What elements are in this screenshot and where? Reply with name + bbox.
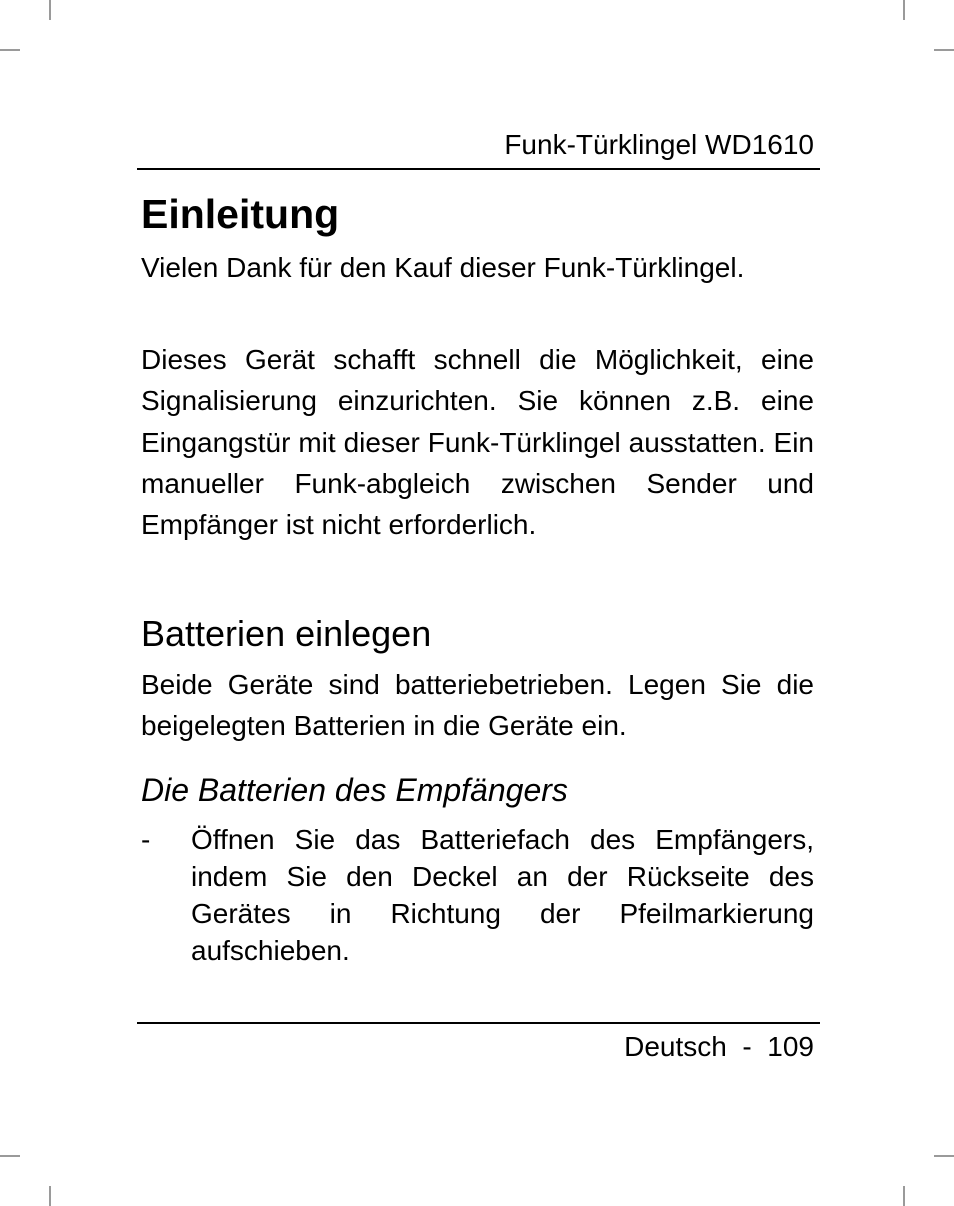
crop-mark-right-top xyxy=(934,49,954,51)
crop-mark-bottom-left xyxy=(49,1186,51,1206)
list-item xyxy=(141,821,814,969)
subsubsection-title: Die Batterien des Empfängers xyxy=(141,772,568,808)
crop-mark-top-left xyxy=(49,0,51,20)
battery-paragraph: Beide Geräte sind batteriebetrieben. Legen Sie die beigelegten Batterien in die Geräte ein. xyxy=(141,669,814,742)
crop-mark-right-bottom xyxy=(934,1155,954,1157)
intro-paragraph: Vielen Dank für den Kauf dieser Funk-Türklingel. xyxy=(141,252,745,283)
instruction-list xyxy=(141,821,814,969)
page-number: 109 xyxy=(767,1031,814,1062)
running-header xyxy=(137,126,820,170)
subsection-title: Batterien einlegen xyxy=(141,613,432,654)
crop-mark-top-right xyxy=(903,0,905,20)
crop-mark-bottom-right xyxy=(903,1186,905,1206)
crop-mark-left-bottom xyxy=(0,1155,20,1157)
running-footer xyxy=(137,1022,820,1062)
footer-separator: - xyxy=(742,1031,752,1062)
section-title: Einleitung xyxy=(141,191,340,237)
footer-language: Deutsch xyxy=(624,1031,727,1062)
crop-mark-left-top xyxy=(0,49,20,51)
list-item-text: Öffnen Sie das Batteriefach des Empfängers, indem Sie den Deckel an der Rückseite des Gerätes in Richtung der Pfeilmarkierung aufschieben. xyxy=(191,824,814,966)
list-bullet: - xyxy=(141,824,151,855)
footer-text xyxy=(624,1030,814,1064)
description-paragraph: Dieses Gerät schafft schnell die Möglichkeit, eine Signalisierung einzurichten. Sie können z.B. eine Eingangstür mit dieser Funk-Türklingel ausstatten. Ein manueller Funk-abgleich zwischen Sender und Empfänger ist nicht erforderlich. xyxy=(141,344,814,541)
running-header-title: Funk-Türklingel WD1610 xyxy=(504,129,814,160)
